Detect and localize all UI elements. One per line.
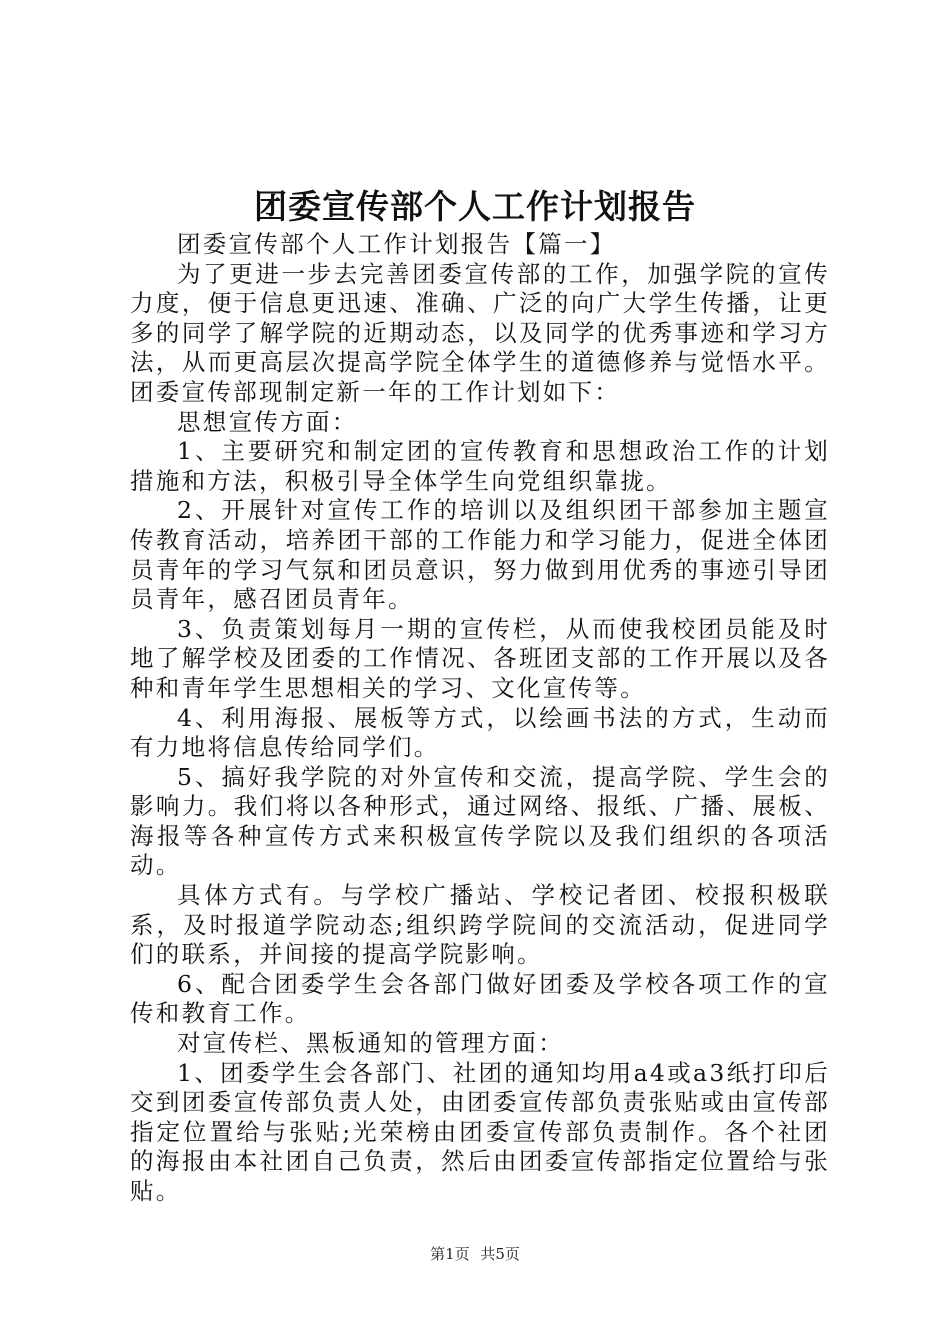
list-item: 6、配合团委学生会各部门做好团委及学校各项工作的宣传和教育工作。 [130,969,830,1028]
section-heading: 团委宣传部个人工作计划报告【篇一】 [177,230,616,258]
subsection-heading: 对宣传栏、黑板通知的管理方面： [177,1029,564,1058]
list-item: 2、开展针对宣传工作的培训以及组织团干部参加主题宣传教育活动，培养团干部的工作能力和学习能力，促进全体团员青年的学习气氛和团员意识，努力做到用优秀的事迹引导团员青年，感召团员青年。 [130,496,830,614]
detail-paragraph: 具体方式有。与学校广播站、学校记者团、校报积极联系，及时报道学院动态;组织跨学院间的交流活动，促进同学们的联系，并间接的提高学院影响。 [130,881,830,969]
page-footer [0,1244,950,1264]
list-item: 3、负责策划每月一期的宣传栏，从而使我校团员能及时地了解学校及团委的工作情况、各班团支部的工作开展以及各种和青年学生思想相关的学习、文化宣传等。 [130,614,830,702]
list-item: 4、利用海报、展板等方式，以绘画书法的方式，生动而有力地将信息传给同学们。 [130,703,830,762]
page-total: 共5页 [480,1245,520,1263]
page-number: 第1页 [430,1245,470,1263]
intro-paragraph: 为了更进一步去完善团委宣传部的工作，加强学院的宣传力度，便于信息更迅速、准确、广泛的向广大学生传播，让更多的同学了解学院的近期动态，以及同学的优秀事迹和学习方法，从而更高层次提高学院全体学生的道德修养与觉悟水平。团委宣传部现制定新一年的工作计划如下： [130,259,830,406]
subsection-heading: 思想宣传方面： [177,407,358,436]
list-item: 5、搞好我学院的对外宣传和交流，提高学院、学生会的影响力。我们将以各种形式，通过网络、报纸、广播、展板、海报等各种宣传方式来积极宣传学院以及我们组织的各项活动。 [130,762,830,880]
list-item: 1、团委学生会各部门、社团的通知均用a4或a3纸打印后交到团委宣传部负责人处，由团委宣传部负责张贴或由宣传部指定位置给与张贴;光荣榜由团委宣传部负责制作。各个社团的海报由本社团自己负责，然后由团委宣传部指定位置给与张贴。 [130,1058,830,1205]
document-title: 团委宣传部个人工作计划报告 [254,187,696,226]
list-item: 1、主要研究和制定团的宣传教育和思想政治工作的计划措施和方法，积极引导全体学生向党组织靠拢。 [130,437,830,495]
document-body [130,230,830,1207]
